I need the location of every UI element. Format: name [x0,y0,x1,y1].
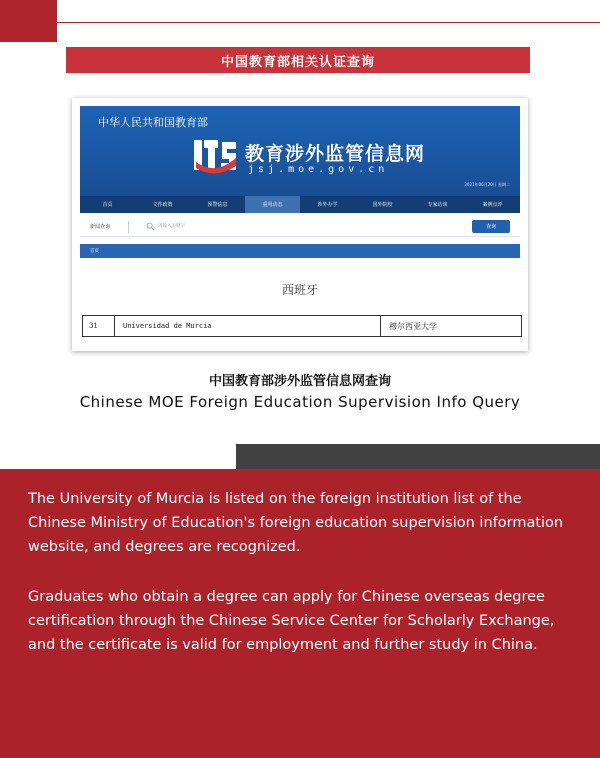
nav-item-foreign-schools[interactable]: 国外院校 [372,202,393,208]
jsj-logo-icon [192,136,238,176]
nav-item-policy[interactable]: 文件政策 [152,202,173,208]
nav-item-warning[interactable]: 预警信息 [207,202,228,208]
gov-name: 中华人民共和国教育部 [98,116,208,129]
search-icon [146,222,155,231]
site-nav [80,196,520,213]
university-name-cn: 穆尔西亚大学 [389,321,437,331]
corner-accent-block [0,0,57,42]
search-button[interactable]: 查询 [472,220,510,233]
country-title: 西班牙 [281,283,318,297]
search-input[interactable]: 请输入关键字 [158,224,185,229]
caption-english: Chinese MOE Foreign Education Supervision Info Query [79,393,521,411]
nav-item-cases[interactable]: 案例点评 [482,202,503,208]
site-header [80,106,520,196]
top-divider-line [57,22,600,23]
paragraph-recognition: The University of Murcia is listed on the foreign institution list of the Chinese Ministry of Education's foreign education supervision information website, and degrees are recognized. [28,491,564,555]
nav-item-interviews[interactable]: 专家访谈 [427,202,448,208]
paragraph-certification: Graduates who obtain a degree can apply for Chinese overseas degree certification through the Chinese Service Center for Scholarly Exchange, and the certificate is valid for employment and further study in China. [28,589,555,653]
nav-item-home[interactable]: 首页 [102,202,113,208]
search-label: 新闻查询 [90,224,111,230]
university-name-en: Universidad de Murcia [115,316,381,336]
table-row [82,315,522,337]
caption-chinese: 中国教育部涉外监管信息网查询 [208,374,391,389]
breadcrumb [80,244,520,258]
site-date: 2021年06月20日 星期二 [464,182,510,187]
site-title: 教育涉外监管信息网 [245,143,426,165]
breadcrumb-home[interactable]: 首页 [90,249,99,254]
search-divider [128,221,129,233]
description-panel [0,469,600,758]
gray-accent-bar [236,444,600,469]
row-number: 31 [83,316,115,336]
site-domain: jsj.moe.gov.cn [248,164,389,175]
nav-item-joint-program[interactable]: 涉外办学 [317,202,338,208]
website-screenshot [72,98,528,351]
site-search-bar [80,217,520,237]
nav-item-news[interactable]: 重用动态 [245,196,300,213]
section-banner: 中国教育部相关认证查询 [66,47,530,73]
